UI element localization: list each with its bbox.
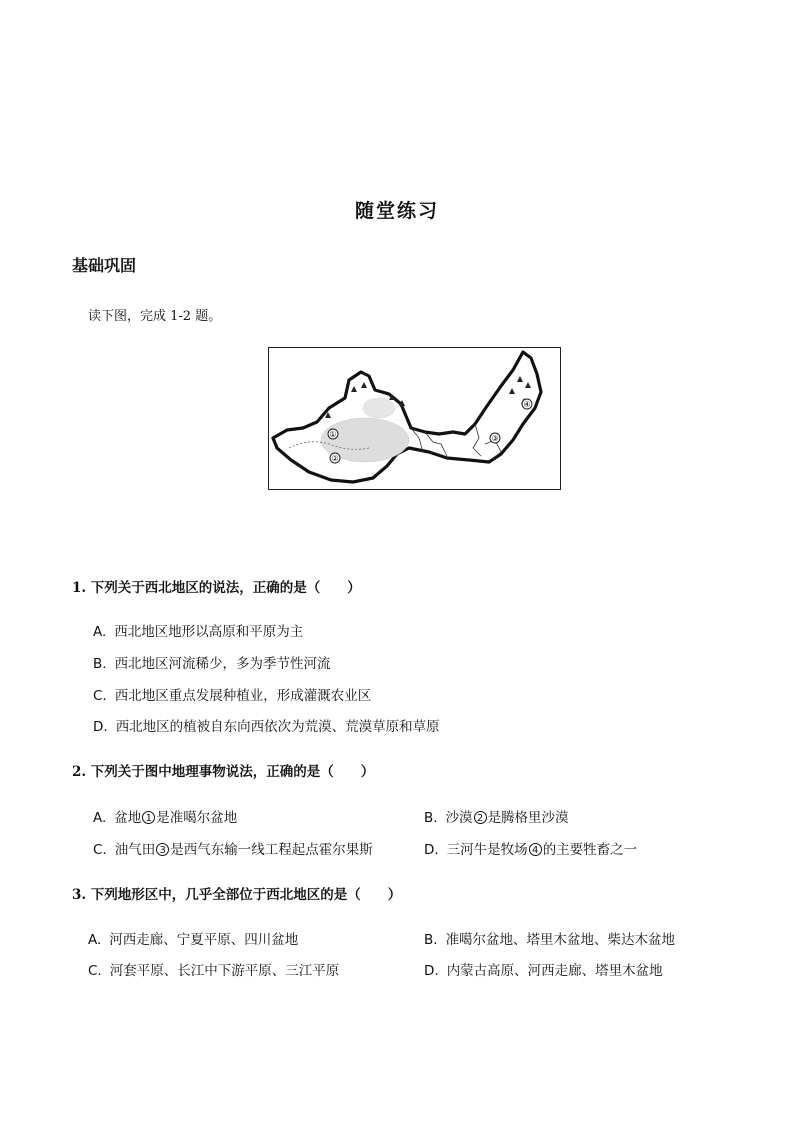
option-text: 三河牛是牧场 xyxy=(446,842,528,858)
svg-text:②: ② xyxy=(331,454,339,463)
map-drawing xyxy=(269,348,560,489)
option-label: C. xyxy=(93,842,107,858)
option-label: B. xyxy=(93,656,107,672)
q1-option-a[interactable] xyxy=(93,620,303,640)
option-text: 是准噶尔盆地 xyxy=(156,810,238,826)
q3-option-b[interactable] xyxy=(424,928,675,948)
option-label: C. xyxy=(93,688,107,704)
option-text: 是腾格里沙漠 xyxy=(487,810,569,826)
intro-instruction: 读下图，完成 1-2 题。 xyxy=(88,309,222,324)
q2-option-d[interactable] xyxy=(424,838,637,858)
option-label: D. xyxy=(424,963,439,979)
option-label: A. xyxy=(93,624,107,640)
option-text: 西北地区重点发展种植业，形成灌溉农业区 xyxy=(114,688,372,704)
svg-text:①: ① xyxy=(329,430,337,439)
option-text: 的主要牲畜之一 xyxy=(542,842,638,858)
region-outline xyxy=(273,352,541,482)
q1-option-b[interactable] xyxy=(93,652,331,672)
marker-1 xyxy=(328,429,338,439)
q1-option-c[interactable] xyxy=(93,684,371,704)
marker-3 xyxy=(490,433,500,443)
marker-2 xyxy=(330,453,340,463)
option-text: 西北地区河流稀少，多为季节性河流 xyxy=(114,656,331,672)
option-label: C. xyxy=(88,963,102,979)
q3-option-c[interactable] xyxy=(88,959,339,979)
option-label: D. xyxy=(424,842,439,858)
option-label: D. xyxy=(93,719,108,735)
option-text: 准噶尔盆地、塔里木盆地、柴达木盆地 xyxy=(445,932,676,948)
circled-number: 1 xyxy=(142,811,155,824)
option-label: A. xyxy=(93,810,107,826)
option-label: A. xyxy=(88,932,102,948)
q2-option-a[interactable] xyxy=(93,806,237,826)
circled-number: 3 xyxy=(156,843,169,856)
option-text: 沙漠 xyxy=(445,810,473,826)
option-label: B. xyxy=(424,810,438,826)
option-text: 油气田 xyxy=(114,842,156,858)
q1-option-d[interactable] xyxy=(93,715,440,735)
option-text: 西北地区地形以高原和平原为主 xyxy=(114,624,304,640)
question-1-stem: 1. 下列关于西北地区的说法，正确的是（ ） xyxy=(72,580,361,596)
question-2-stem: 2. 下列关于图中地理事物说法，正确的是（ ） xyxy=(72,764,375,780)
circled-number: 4 xyxy=(529,843,542,856)
option-text: 盆地 xyxy=(114,810,142,826)
marker-4 xyxy=(522,399,532,409)
option-text: 内蒙古高原、河西走廊、塔里木盆地 xyxy=(446,963,663,979)
option-text: 河西走廊、宁夏平原、四川盆地 xyxy=(109,932,299,948)
option-text: 西北地区的植被自东向西依次为荒漠、荒漠草原和草原 xyxy=(115,719,440,735)
question-3-stem: 3. 下列地形区中，几乎全部位于西北地区的是（ ） xyxy=(72,887,402,903)
desert-area xyxy=(363,398,395,418)
svg-text:③: ③ xyxy=(491,434,499,443)
option-text: 是西气东输一线工程起点霍尔果斯 xyxy=(170,842,373,858)
option-label: B. xyxy=(424,932,438,948)
q2-option-b[interactable] xyxy=(424,806,569,826)
option-text: 河套平原、长江中下游平原、三江平原 xyxy=(109,963,340,979)
svg-text:④: ④ xyxy=(523,400,531,409)
section-heading: 基础巩固 xyxy=(72,256,137,275)
q3-option-a[interactable] xyxy=(88,928,298,948)
page-title: 随堂练习 xyxy=(354,200,439,222)
q3-option-d[interactable] xyxy=(424,959,663,979)
northwest-region-map xyxy=(268,347,561,490)
q2-option-c[interactable] xyxy=(93,838,373,858)
circled-number: 2 xyxy=(474,811,487,824)
